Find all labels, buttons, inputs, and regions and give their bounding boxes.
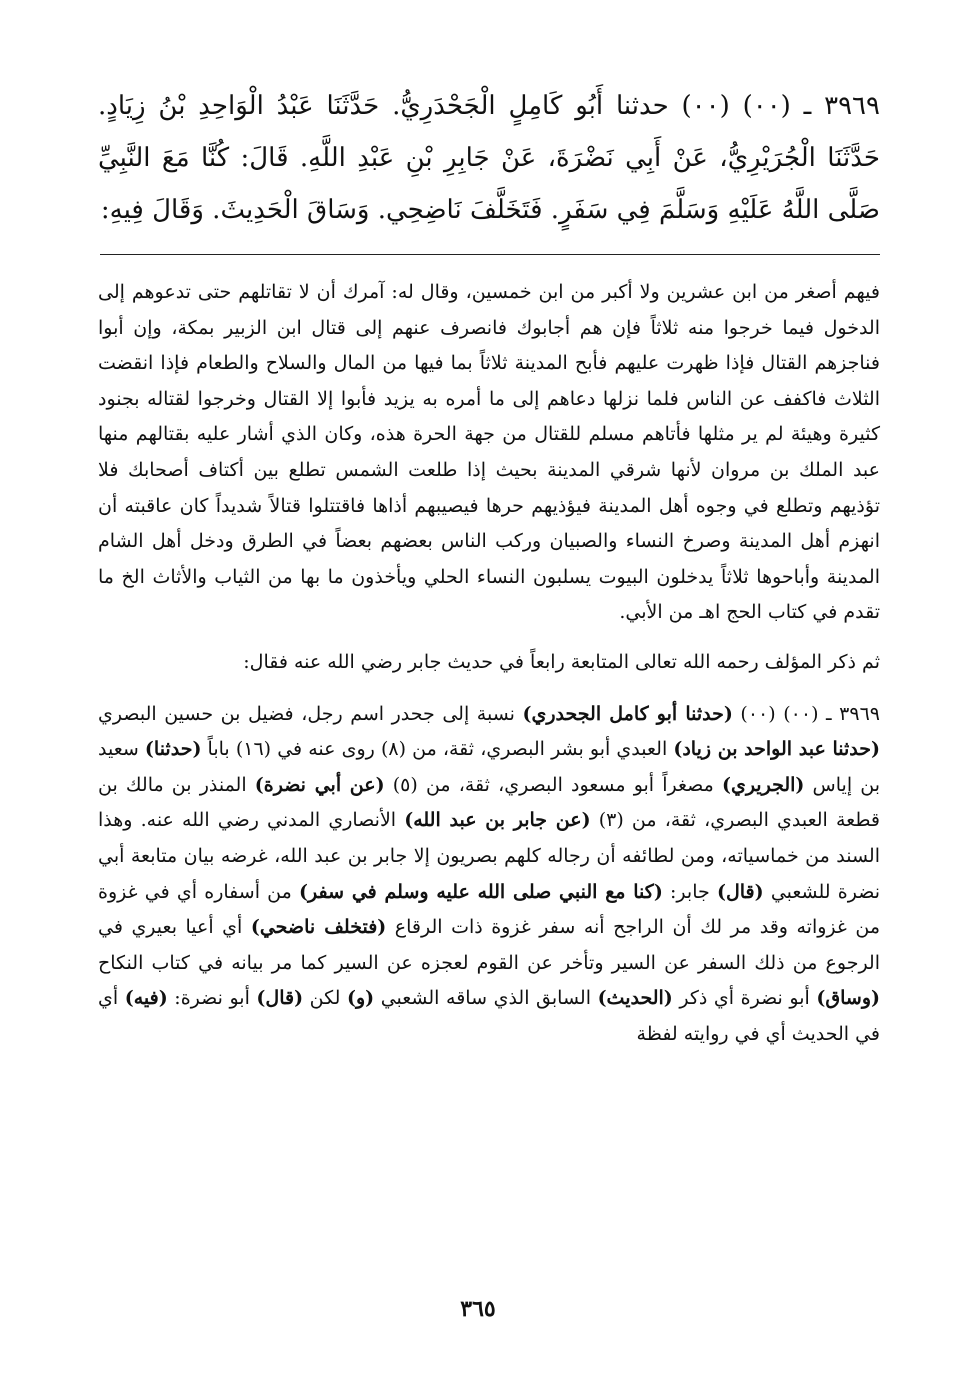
- sharh-segment: نسبة إلى جحدر اسم رجل، فضيل بن حسين البصري: [98, 702, 523, 725]
- sharh-segment: ٣٩٦٩ ـ (٠٠) (٠٠): [732, 702, 880, 725]
- sharh-segment-bold: (عن جابر بن عبد الله): [404, 809, 591, 832]
- sharh-segment: أبو نضرة:: [167, 987, 257, 1010]
- sharh-segment-bold: (حدثنا): [144, 738, 202, 761]
- sharh-segment-bold: (فيه): [124, 987, 168, 1010]
- sharh-segment: العبدي أبو بشر البصري، ثقة، من (٨) روى عنه في (١٦) باباً: [201, 738, 674, 761]
- book-page: [98, 72, 880, 1372]
- commentary-paragraph: فيهم أصغر من ابن عشرين ولا أكبر من ابن خمسين، وقال له: آمرك أن لا تقاتلهم حتى تدعوهم إلى الدخول فيما خرجوا منه ثلاثاً فإن هم أجابوك فانصرف عنهم إلى قتال ابن الزبير بمكة، وإن أبوا فناجزهم القتال فإذا ظهرت عليهم فأبح المدينة ثلاثاً بما فيها من المال والسلاح والطعام فإذا انقضت الثلاث فاكفف عن الناس فلما نزلها دعاهم إلى ما أمره به يزيد فأبوا إلا القتال وخرجوا لقتاله بجنود كثيرة وهيئة لم ير مثلها فأتاهم مسلم للقتال من جهة الحرة هذه، وكان الذي أشار عليه بقتالهم منها عبد الملك بن مروان لأنها شرقي المدينة بحيث إذا طلعت الشمس تطلع بين أكتاف أصحابك فلا تؤذيهم وتطلع في وجوه أهل المدينة فيؤذيهم حرها فيصيبهم أذاها فاقتتلوا قتالاً شديداً كان عاقبته أن انهزم أهل المدينة وصرخ النساء والصبيان وركب الناس بعضهم بعضاً في الطرق ودخل أهل الشام المدينة وأباحوها ثلاثاً يدخلون البيوت يسلبون النساء الحلي ويأخذون ما بها من الثياب والأثاث الخ ما تقدم في كتاب الحج اهـ من الأبي.: [98, 281, 880, 624]
- sharh-segment: جابر:: [662, 880, 717, 903]
- sharh-segment-bold: (حدثنا أبو كامل الجحدري): [522, 702, 733, 725]
- commentary-intro: ثم ذكر المؤلف رحمه الله تعالى المتابعة رابعاً في حديث جابر رضي الله عنه فقال:: [243, 650, 880, 673]
- sharh-segment-bold: (حدثنا عبد الواحد بن زياد): [673, 738, 881, 761]
- footnote-separator-line: [100, 254, 880, 255]
- sharh-segment: الأنصاري المدني رضي الله عنه. وهذا السند من خماسياته، ومن لطائفه أن رجاله كلهم بصريون إلا جابر بن عبد الله، غرضه بيان متابعة أبي نضرة للشعبي: [98, 809, 880, 903]
- sharh-segment-bold: (وساق): [816, 987, 880, 1010]
- sharh-segment-bold: (الجريري): [721, 773, 805, 796]
- page-number: ٣٦٥: [460, 1296, 496, 1322]
- sharh-segment: مصغراً أبو مسعود البصري، ثقة، من (٥): [384, 773, 722, 796]
- sharh-segment-bold: (الحديث): [597, 987, 673, 1010]
- sharh-segment: أبو نضرة أي ذكر: [672, 987, 817, 1010]
- sharh-segment-bold: (قال): [256, 987, 304, 1010]
- sharh-segment: لكن: [303, 987, 347, 1010]
- hadith-text: ٣٩٦٩ ـ (٠٠) (٠٠) حدثنا أَبُو كَامِلٍ الْجَحْدَرِيُّ. حَدَّثَنَا عَبْدُ الْوَاحِدِ بْنُ زِيَادٍ. حَدَّثَنَا الْجُرَيْرِيُّ، عَنْ أَبِي نَضْرَةَ، عَنْ جَابِرِ بْنِ عَبْدِ اللَّهِ. قَالَ: كُنَّا مَعَ النَّبِيِّ صَلَّى اللَّهُ عَلَيْهِ وَسَلَّمَ فِي سَفَرٍ. فَتَخَلَّفَ نَاضِحِي. وَسَاقَ الْحَدِيثَ. وَقَالَ فِيهِ:: [98, 91, 880, 225]
- commentary-section: [98, 275, 880, 1052]
- sharh-segment: المنذر بن مالك بن قطعة العبدي البصري، ثقة، من (٣): [98, 773, 880, 832]
- sharh-segment-bold: (و): [346, 987, 375, 1010]
- sharh-segment: سعيد بن إياس: [98, 738, 880, 796]
- sharh-segment: من أسفاره أي في غزوة من غزواته وقد مر لك أن الراجح أنه سفر غزوة ذات الرقاع: [98, 880, 880, 939]
- sharh-segment: أي أعيا بعيري في الرجوع من ذلك السفر عن السير وتأخر عن القوم لعجزه عن السير كما مر بيانه في كتاب النكاح: [98, 916, 880, 974]
- sharh-segment-bold: (قال): [716, 880, 764, 903]
- sharh-segment-bold: (فتخلف ناضحي): [250, 916, 387, 939]
- sharh-segment: السابق الذي ساقه الشعبي: [374, 987, 598, 1010]
- commentary-sharh: [98, 697, 880, 1053]
- sharh-segment-bold: (كنا مع النبي صلى الله عليه وسلم في سفر): [299, 880, 663, 903]
- sharh-segment-bold: (عن أبي نضرة): [254, 773, 385, 796]
- sharh-segment: أي في الحديث أي في روايته لفظة: [98, 987, 880, 1045]
